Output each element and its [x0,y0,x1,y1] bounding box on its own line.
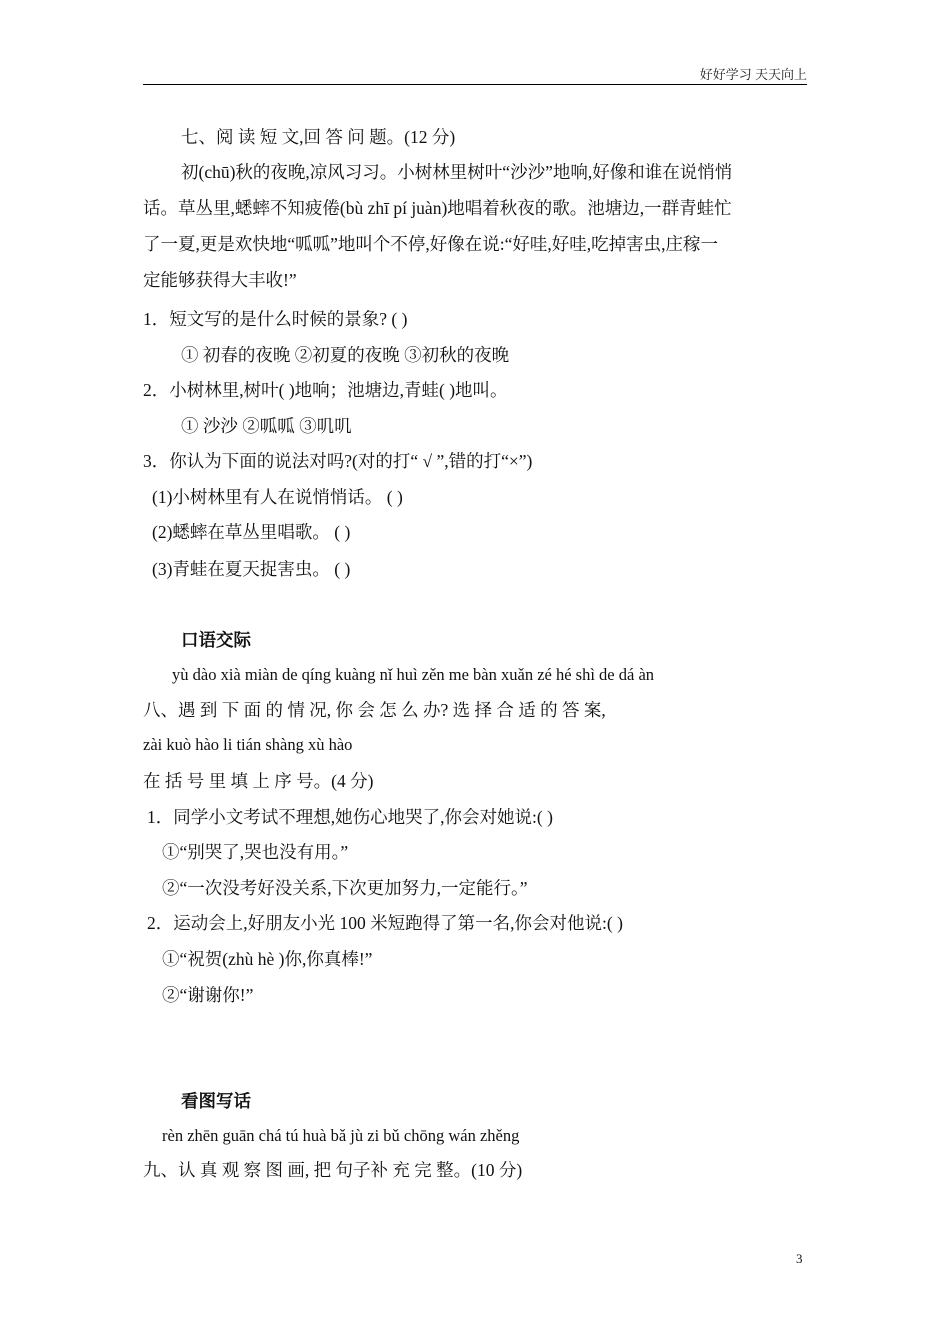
question-3-item-3: (3)青蛙在夏天捉害虫。 ( ) [152,559,351,579]
section8-title-2: 在 括 号 里 填 上 序 号。(4 分) [143,771,374,791]
oral-question-2-option-a: ①“祝贺(zhù hè )你,你真棒!” [162,949,373,969]
question-2: 2．小树林里,树叶( )地响；池塘边,青蛙( )地叫。 [143,380,508,400]
oral-question-1-option-a: ①“别哭了,哭也没有用。” [162,842,349,862]
oral-heading: 口语交际 [181,630,251,650]
oral-question-2-option-b: ②“谢谢你!” [162,985,254,1005]
passage-line-3: 了一夏,更是欢快地“呱呱”地叫个不停,好像在说:“好哇,好哇,吃掉害虫,庄稼一 [143,234,719,254]
section9-title: 九、认 真 观 察 图 画, 把 句子补 充 完 整。(10 分) [143,1160,523,1180]
section9-pinyin: rèn zhēn guān chá tú huà bǎ jù zi bǔ chōng wán zhěng [162,1126,520,1145]
oral-question-1-option-b: ②“一次没考好没关系,下次更加努力,一定能行。” [162,878,528,898]
section8-title: 八、遇 到 下 面 的 情 况, 你 会 怎 么 办? 选 择 合 适 的 答 案, [143,700,606,720]
question-1: 1．短文写的是什么时候的景象? ( ) [143,309,408,329]
page-header: 好好学习 天天向上 [699,67,807,82]
page-number: 3 [796,1251,803,1266]
passage-line-4: 定能够获得大丰收!” [143,270,297,290]
oral-question-1: 1．同学小文考试不理想,她伤心地哭了,你会对她说:( ) [147,807,553,827]
question-2-options: ① 沙沙 ②呱呱 ③叽叽 [181,416,352,436]
question-3-item-1: (1)小树林里有人在说悄悄话。 ( ) [152,487,403,507]
oral-question-2: 2．运动会上,好朋友小光 100 米短跑得了第一名,你会对他说:( ) [147,913,623,933]
section7-title: 七、阅 读 短 文,回 答 问 题。(12 分) [181,127,456,147]
section8-pinyin-2: zài kuò hào li tián shàng xù hào [143,735,353,754]
passage-line-2: 话。草丛里,蟋蟀不知疲倦(bù zhī pí juàn)地唱着秋夜的歌。池塘边,一群青蛙忙 [143,198,732,218]
question-3-item-2: (2)蟋蟀在草丛里唱歌。 ( ) [152,522,351,542]
passage-line-1: 初(chū)秋的夜晚,凉风习习。小树林里树叶“沙沙”地响,好像和谁在说悄悄 [181,162,733,182]
question-3: 3．你认为下面的说法对吗?(对的打“ √ ”,错的打“×”) [143,451,533,471]
header-rule [143,84,807,85]
question-1-options: ① 初春的夜晚 ②初夏的夜晚 ③初秋的夜晚 [181,345,510,365]
section8-pinyin-1: yù dào xià miàn de qíng kuàng nǐ huì zěn me bàn xuǎn zé hé shì de dá àn [172,665,655,684]
writing-heading: 看图写话 [181,1091,251,1111]
